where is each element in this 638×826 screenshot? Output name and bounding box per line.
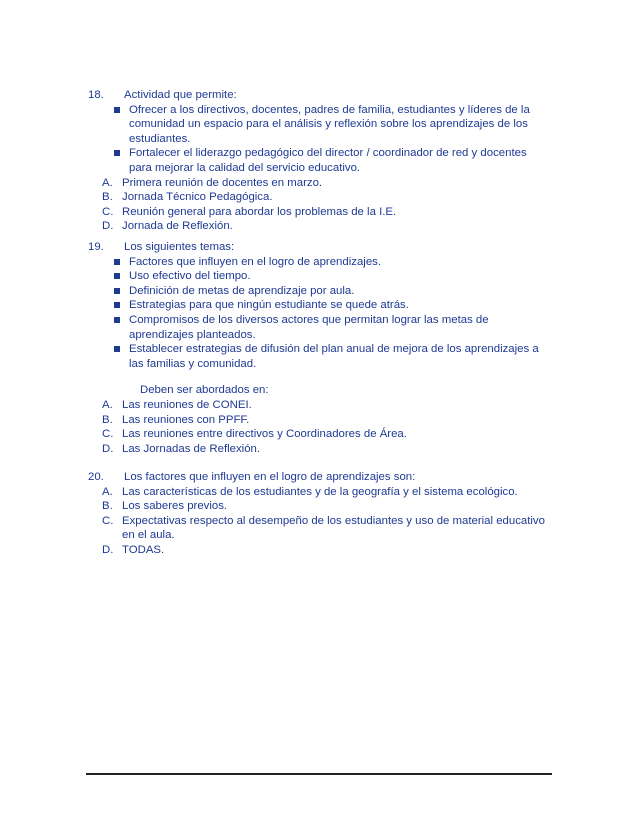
question-stem: Los siguientes temas: (124, 241, 235, 253)
option-c: C. Expectativas respecto al desempeño de los estudiantes y uso de material educativo en el aula. (102, 514, 545, 542)
option-d: D. Las Jornadas de Reflexión. (102, 442, 261, 455)
list-item: Compromisos de los diversos actores que permitan lograr las metas de aprendizajes planteados. (112, 313, 548, 342)
list-item: Establecer estrategias de difusión del plan anual de mejora de los aprendizajes a las familias y comunidad. (112, 342, 548, 371)
option-b: B. Las reuniones con PPFF. (102, 413, 250, 426)
question-number: 20. (88, 471, 104, 483)
option-b: B. Jornada Técnico Pedagógica. (102, 191, 273, 204)
square-bullet-icon (114, 273, 120, 279)
option-a: A. Las características de los estudiantes y de la geografía y el sistema ecológico. (102, 485, 518, 498)
question-19 (88, 240, 548, 456)
options-list (88, 176, 548, 234)
list-item: Fortalecer el liderazgo pedagógico del director / coordinador de red y docentes para mejorar la calidad del servicio educativo. (112, 146, 548, 175)
option-c: C. Las reuniones entre directivos y Coordinadores de Área. (102, 428, 407, 441)
question-stem: Actividad que permite: (124, 89, 237, 101)
footer-divider (86, 773, 552, 775)
square-bullet-icon (114, 346, 120, 352)
question-number: 19. (88, 241, 104, 253)
option-b: B. Los saberes previos. (102, 500, 228, 513)
list-item: Uso efectivo del tiempo. (112, 269, 548, 284)
question-stem: Los factores que influyen en el logro de aprendizajes son: (124, 471, 416, 483)
option-d: D. Jornada de Reflexión. (102, 220, 233, 233)
question-20 (88, 470, 548, 558)
square-bullet-icon (114, 302, 120, 308)
list-item: Factores que influyen en el logro de aprendizajes. (112, 255, 548, 270)
option-c: C. Reunión general para abordar los problemas de la I.E. (102, 205, 397, 218)
option-a: A. Las reuniones de CONEI. (102, 398, 252, 411)
square-bullet-icon (114, 288, 120, 294)
options-list (88, 485, 548, 558)
list-item: Definición de metas de aprendizaje por aula. (112, 284, 548, 299)
square-bullet-icon (114, 107, 120, 113)
question-intro: Deben ser abordados en: (140, 384, 269, 397)
square-bullet-icon (114, 317, 120, 323)
options-list (88, 398, 548, 456)
square-bullet-icon (114, 259, 120, 265)
list-item: Ofrecer a los directivos, docentes, padres de familia, estudiantes y líderes de la comunidad un espacio para el análisis y reflexión sobre los aprendizajes de los estudiantes. (112, 103, 548, 147)
bullet-list (88, 103, 548, 176)
option-a: A. Primera reunión de docentes en marzo. (102, 176, 323, 189)
question-number: 18. (88, 89, 104, 101)
option-d: D. TODAS. (102, 543, 165, 556)
question-18 (88, 88, 548, 234)
square-bullet-icon (114, 150, 120, 156)
list-item: Estrategias para que ningún estudiante se quede atrás. (112, 298, 548, 313)
bullet-list (88, 255, 548, 372)
